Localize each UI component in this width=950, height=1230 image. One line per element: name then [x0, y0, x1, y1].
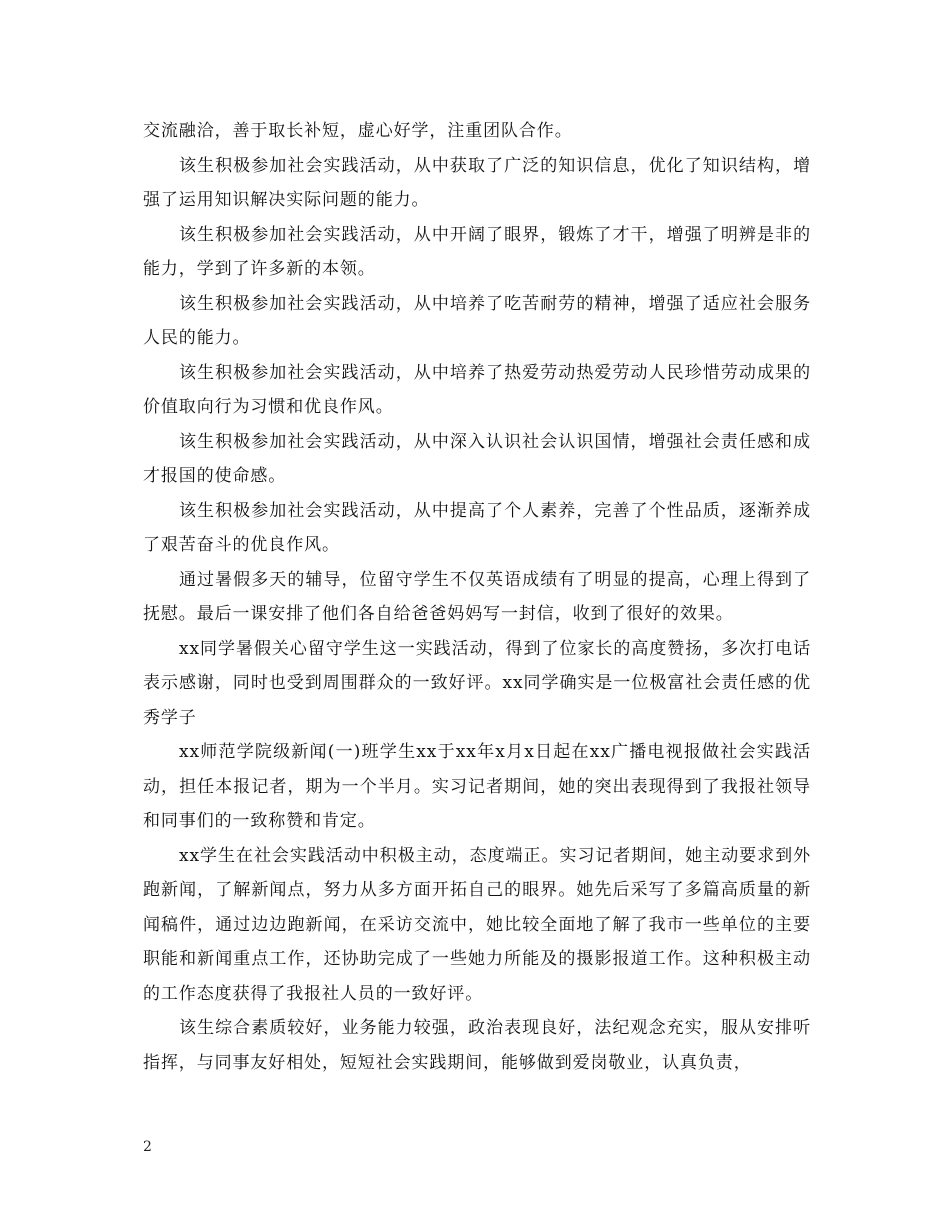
paragraph-2: 该生积极参加社会实践活动，从中获取了广泛的知识信息，优化了知识结构，增强了运用知识解决实际问题的能力。 — [143, 155, 811, 210]
paragraph-5: 该生积极参加社会实践活动，从中培养了热爱劳动热爱劳动人民珍惜劳动成果的价值取向行为习惯和优良作风。 — [143, 362, 811, 417]
paragraph-8: 通过暑假多天的辅导，位留守学生不仅英语成绩有了明显的提高，心理上得到了抚慰。最后一课安排了他们各自给爸爸妈妈写一封信，收到了很好的效果。 — [143, 569, 811, 624]
paragraph-3: 该生积极参加社会实践活动，从中开阔了眼界，锻炼了才干，增强了明辨是非的能力，学到了许多新的本领。 — [143, 224, 811, 279]
paragraph-11: xx学生在社会实践活动中积极主动，态度端正。实习记者期间，她主动要求到外跑新闻，了解新闻点，努力从多方面开拓自己的眼界。她先后采写了多篇高质量的新闻稿件，通过边边跑新闻，在采访交流中，她比较全面地了解了我市一些单位的主要职能和新闻重点工作，还协助完成了一些她力所能及的摄影报道工作。这种积极主动的工作态度获得了我报社人员的一致好评。 — [143, 845, 811, 1004]
body-text — [143, 114, 811, 1080]
paragraph-10: xx师范学院级新闻(一)班学生xx于xx年x月x日起在xx广播电视报做社会实践活动，担任本报记者，期为一个半月。实习记者期间，她的突出表现得到了我报社领导和同事们的一致称赞和肯定。 — [143, 742, 811, 831]
paragraph-9: xx同学暑假关心留守学生这一实践活动，得到了位家长的高度赞扬，多次打电话表示感谢，同时也受到周围群众的一致好评。xx同学确实是一位极富社会责任感的优秀学子 — [143, 638, 811, 728]
paragraph-6: 该生积极参加社会实践活动，从中深入认识社会认识国情，增强社会责任感和成才报国的使命感。 — [143, 431, 811, 486]
paragraph-7: 该生积极参加社会实践活动，从中提高了个人素养，完善了个性品质，逐渐养成了艰苦奋斗的优良作风。 — [143, 500, 811, 555]
paragraph-12: 该生综合素质较好，业务能力较强，政治表现良好，法纪观念充实，服从安排听指挥，与同事友好相处，短短社会实践期间，能够做到爱岗敬业，认真负责， — [143, 1018, 811, 1073]
paragraph-1: 交流融洽，善于取长补短，虚心好学，注重团队合作。 — [143, 121, 573, 141]
paragraph-4: 该生积极参加社会实践活动，从中培养了吃苦耐劳的精神，增强了适应社会服务人民的能力。 — [143, 293, 811, 348]
page-number: 2 — [143, 1139, 152, 1155]
